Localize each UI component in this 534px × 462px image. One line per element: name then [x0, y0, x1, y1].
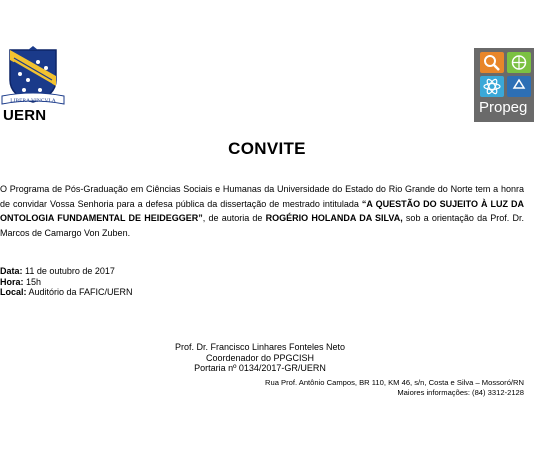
paragraph-authorship: , de autoria de: [202, 213, 266, 223]
uern-crest-icon: [0, 46, 66, 108]
propeg-tiles: [480, 52, 534, 98]
uern-banner-text: LIBERA VINCVLA: [10, 98, 56, 104]
paragraph-intro: O Programa de Pós-Graduação em Ciências Sociais e Humanas da Universidade do Estado do Rio Grande do Norte tem a honra de convidar Vossa Senhoria para a defesa pública da dissertação de mestrado intitulada: [0, 184, 524, 209]
footer: [265, 378, 524, 398]
recycle-icon: [507, 76, 531, 97]
globe-icon: [507, 52, 531, 73]
date-line: [0, 266, 133, 277]
place-label: Local:: [0, 287, 27, 297]
thesis-title: “A QUESTÃO DO SUJEITO À LUZ DA ONTOLOGIA FUNDAMENTAL DE HEIDEGGER”: [0, 198, 524, 223]
place-value: Auditório da FAFIC/UERN: [26, 287, 133, 297]
time-label: Hora:: [0, 276, 24, 287]
page-title: CONVITE: [228, 139, 306, 158]
uern-name: UERN: [3, 107, 47, 124]
signatory-role: Coordenador do PPGCISH: [205, 352, 315, 363]
propeg-logo: [474, 48, 534, 122]
magnifier-icon: [480, 52, 504, 73]
author-name: ROGÉRIO HOLANDA DA SILVA,: [265, 213, 403, 223]
atom-icon: [480, 76, 504, 97]
event-details: [0, 266, 133, 298]
date-value: 11 de outubro de 2017: [22, 266, 115, 276]
time-value: 15h: [23, 276, 42, 287]
place-line: [0, 287, 133, 298]
time-line: [0, 277, 133, 288]
signatory-decree: Portaria nº 0134/2017-GR/UERN: [194, 363, 326, 373]
footer-address: Rua Prof. Antônio Campos, BR 110, KM 46, s/n, Costa e Silva – Mossoró/RN: [264, 378, 524, 387]
paragraph-advisor: sob a orientação da Prof. Dr. Marcos de Camargo Von Zuben.: [0, 213, 525, 238]
propeg-name: Propeg: [479, 99, 528, 116]
signatory-name: Prof. Dr. Francisco Linhares Fonteles Neto: [174, 342, 346, 352]
invitation-paragraph: [0, 182, 524, 240]
date-label: Data:: [0, 266, 23, 276]
footer-contact: Maiores informações: (84) 3312-2128: [397, 388, 524, 397]
signature-block: [120, 342, 400, 374]
